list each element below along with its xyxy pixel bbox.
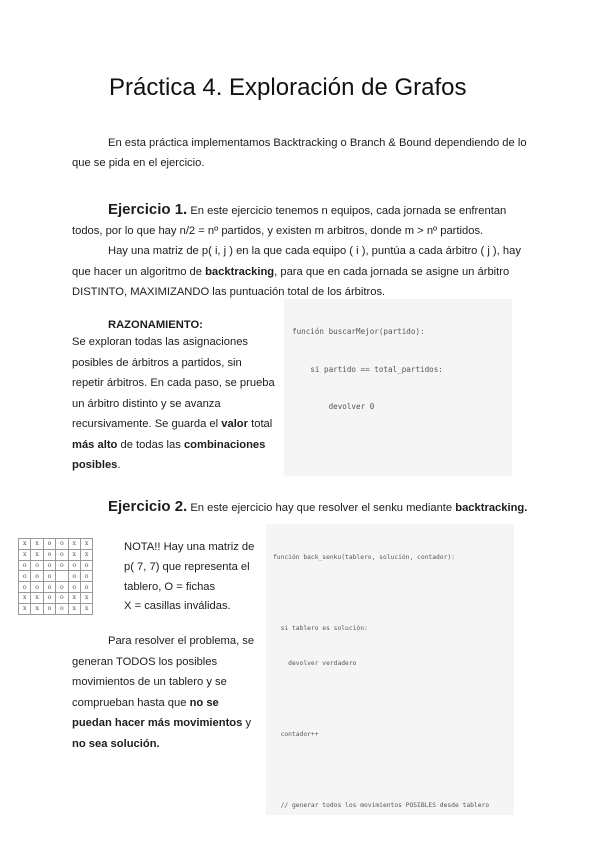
senku-paragraph-line-6: no sea solución.: [72, 738, 160, 750]
board-row: [19, 571, 93, 582]
ejercicio1-line4-post: , para que en cada jornada se asigne un árbitro: [274, 266, 510, 278]
code-line: si partido == total_partidos:: [292, 364, 443, 374]
nota-line-1: NOTA!! Hay una matriz de: [124, 541, 255, 553]
code-line: [273, 765, 514, 777]
ejercicio1-line-3: Hay una matriz de p( i, j ) en la que cada equipo ( i ), puntúa a cada árbitro ( j ), hay: [108, 245, 521, 257]
intro-line-1: En esta práctica implementamos Backtracking o Branch & Bound dependiendo de lo: [108, 137, 527, 149]
board-cell: o: [19, 571, 31, 582]
code-line: devolver 0: [292, 402, 375, 412]
ejercicio2-line-1: Ejercicio 2. En este ejercicio hay que resolver el senku mediante backtracking.: [108, 498, 528, 515]
board-cell: x: [31, 549, 43, 560]
board-cell: x: [80, 539, 92, 550]
board-cell: o: [43, 603, 55, 614]
board-cell: o: [80, 560, 92, 571]
razonamiento-line-7: posibles.: [72, 459, 121, 471]
board-cell: x: [19, 603, 31, 614]
code-line: // generar todos los movimientos POSIBLES desde tablero: [273, 802, 490, 810]
nota-line-4: X = casillas inválidas.: [124, 600, 231, 612]
board-cell: o: [56, 592, 68, 603]
board-cell: x: [80, 603, 92, 614]
board-cell: o: [43, 582, 55, 593]
senku-paragraph-line-1: Para resolver el problema, se: [108, 635, 255, 647]
board-cell: [56, 571, 68, 582]
board-cell: o: [56, 549, 68, 560]
board-cell: o: [31, 571, 43, 582]
board-cell: x: [80, 549, 92, 560]
board-cell: o: [80, 571, 92, 582]
ejercicio1-line-1: [108, 200, 506, 222]
board-cell: x: [68, 539, 80, 550]
senku-paragraph-line-4: comprueban hasta que no se: [72, 697, 219, 709]
board-cell: o: [56, 539, 68, 550]
board-cell: x: [68, 603, 80, 614]
senku-paragraph-line-3: movimientos de un tablero y se: [72, 676, 227, 688]
board-cell: o: [43, 592, 55, 603]
code-line: si tablero es solución:: [273, 624, 368, 632]
nota-line-3: tablero, O = fichas: [124, 581, 216, 593]
board-row: [19, 539, 93, 550]
board-cell: o: [56, 560, 68, 571]
board-cell: x: [19, 592, 31, 603]
board-cell: o: [56, 603, 68, 614]
board-row: [19, 560, 93, 571]
board-cell: o: [43, 571, 55, 582]
senku-board: [18, 538, 93, 615]
razonamiento-line-2: posibles de árbitros a partidos, sin: [72, 357, 242, 369]
board-row: [19, 592, 93, 603]
board-cell: x: [80, 592, 92, 603]
board-cell: o: [68, 560, 80, 571]
ejercicio2-heading: Ejercicio 2.: [108, 498, 188, 515]
board-cell: x: [68, 549, 80, 560]
code-line: [292, 439, 512, 452]
ejercicio1-heading: Ejercicio 1.: [108, 201, 188, 218]
ejercicio1-line-5: DISTINTO, MAXIMIZANDO las puntuación total de los árbitros.: [72, 286, 386, 298]
board-cell: x: [19, 549, 31, 560]
nota-line-2: p( 7, 7) que representa el: [124, 561, 250, 573]
board-row: [19, 582, 93, 593]
ejercicio1-line1-text: En este ejercicio tenemos n equipos, cada jornada se enfrentan: [187, 205, 507, 217]
ejercicio1-line-4: [72, 262, 509, 283]
board-cell: o: [31, 560, 43, 571]
razonamiento-line-5: recursivamente. Se guarda el valor total: [72, 418, 273, 430]
ejercicio1-line4-pre: que hacer un algoritmo de: [72, 266, 206, 278]
board-cell: x: [31, 603, 43, 614]
board-cell: o: [43, 560, 55, 571]
board-cell: o: [19, 582, 31, 593]
board-cell: o: [68, 582, 80, 593]
code-line: devolver verdadero: [273, 660, 357, 668]
page-title: Práctica 4. Exploración de Grafos: [109, 74, 467, 101]
razonamiento-line-4: un árbitro distinto y se avanza: [72, 398, 221, 410]
ejercicio1-line4-bold: backtracking: [205, 266, 275, 278]
code-line: [273, 587, 514, 599]
board-cell: o: [19, 560, 31, 571]
razonamiento-line-6: más alto de todas las combinaciones: [72, 439, 266, 451]
board-cell: x: [31, 539, 43, 550]
board-row: [19, 603, 93, 614]
razonamiento-line-3: repetir árbitros. En cada paso, se prueba: [72, 377, 275, 389]
board-cell: o: [43, 539, 55, 550]
code-line: [273, 694, 514, 706]
board-cell: x: [19, 539, 31, 550]
razonamiento-heading: RAZONAMIENTO:: [108, 319, 203, 331]
senku-paragraph-line-2: generan TODOS los posibles: [72, 656, 218, 668]
razonamiento-line-1: Se exploran todas las asignaciones: [72, 336, 249, 348]
board-cell: o: [31, 582, 43, 593]
board-cell: x: [31, 592, 43, 603]
code-line: función buscarMejor(partido):: [292, 327, 425, 337]
board-cell: o: [56, 582, 68, 593]
board-cell: o: [43, 549, 55, 560]
senku-paragraph-line-5: puedan hacer más movimientos y: [72, 717, 252, 729]
code-line: contador++: [273, 731, 319, 739]
ejercicio1-line-2: todos, por lo que hay n/2 = nº partidos, y existen m arbitros, donde m > nº partidos.: [72, 225, 484, 237]
board-cell: o: [68, 571, 80, 582]
code-block-buscar-mejor: [284, 299, 512, 476]
board-cell: o: [80, 582, 92, 593]
intro-line-2: que se pida en el ejercicio.: [72, 157, 205, 169]
code-line: función back_senku(tablero, solución, contador):: [273, 553, 455, 561]
code-block-back-senku: [266, 524, 514, 815]
board-cell: x: [68, 592, 80, 603]
board-row: [19, 549, 93, 560]
